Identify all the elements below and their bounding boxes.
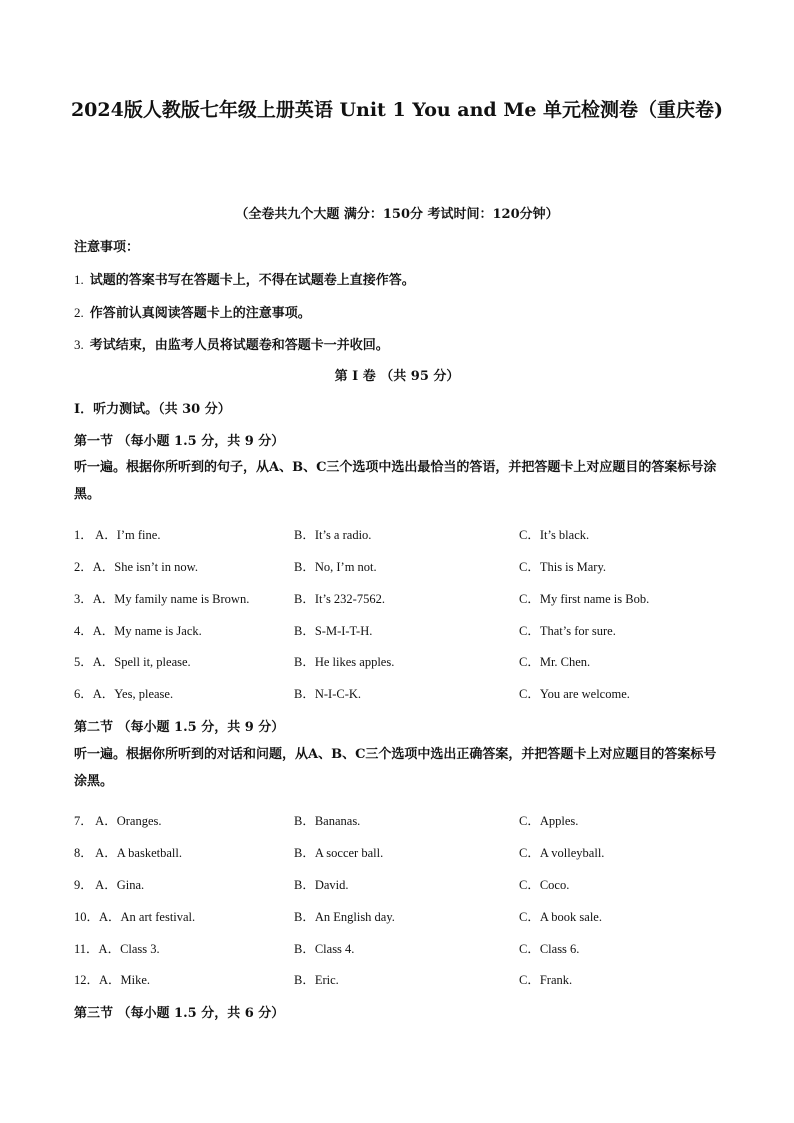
option-b: B．An English day.: [294, 910, 395, 924]
option-b: B．N-I-C-K.: [294, 687, 362, 701]
question-row: [74, 907, 724, 925]
subsection-heading-1: 第一节 （每小题 1.5 分，共 9 分）: [74, 434, 285, 449]
option-a: 2．A．She isn’t in now.: [74, 560, 198, 574]
option-c: C．A volleyball.: [519, 846, 605, 860]
option-c: C．This is Mary.: [519, 560, 607, 574]
question-row: [74, 557, 724, 575]
part-title: 第 I 卷 （共 95 分）: [334, 369, 460, 384]
question-row: [74, 970, 724, 988]
subsection-heading-3: 第三节 （每小题 1.5 分，共 6 分）: [74, 1006, 285, 1021]
notice-text: 作答前认真阅读答题卡上的注意事项。: [89, 306, 311, 321]
notice-number: 2.: [74, 305, 84, 320]
option-a: 4．A．My name is Jack.: [74, 624, 202, 638]
option-c: C．Frank.: [519, 973, 573, 987]
option-a: 6．A．Yes, please.: [74, 687, 174, 701]
option-c: C．Apples.: [519, 814, 579, 828]
question-row: [74, 939, 724, 957]
option-c: C．It’s black.: [519, 528, 590, 542]
option-c: C．My first name is Bob.: [519, 592, 650, 606]
option-b: B．David.: [294, 878, 349, 892]
option-b: B．Class 4.: [294, 942, 355, 956]
option-a: 8． A．A basketball.: [74, 846, 182, 860]
notice-heading: 注意事项：: [74, 240, 140, 255]
question-row: [74, 843, 724, 861]
notice-item: [74, 302, 311, 321]
notice-number: 1.: [74, 272, 84, 287]
question-row: [74, 621, 724, 639]
option-c: C．You are welcome.: [519, 687, 630, 701]
option-b: B．S-M-I-T-H.: [294, 624, 373, 638]
option-a: 9． A．Gina.: [74, 878, 145, 892]
notice-item: [74, 334, 389, 353]
option-c: C．A book sale.: [519, 910, 602, 924]
question-row: [74, 875, 724, 893]
option-b: B．Eric.: [294, 973, 339, 987]
question-row: [74, 525, 724, 543]
option-c: C．That’s for sure.: [519, 624, 616, 638]
option-a: 1． A．I’m fine.: [74, 528, 161, 542]
notice-number: 3.: [74, 337, 84, 352]
option-b: B．It’s a radio.: [294, 528, 372, 542]
option-b: B．A soccer ball.: [294, 846, 384, 860]
option-b: B．Bananas.: [294, 814, 361, 828]
option-c: C．Class 6.: [519, 942, 580, 956]
question-row: [74, 811, 724, 829]
section-heading-listening: Ⅰ．听力测试。（共 30 分）: [74, 402, 231, 417]
option-a: 5．A．Spell it, please.: [74, 655, 191, 669]
question-row: [74, 652, 724, 670]
option-b: B．No, I’m not.: [294, 560, 377, 574]
subsection-heading-2: 第二节 （每小题 1.5 分，共 9 分）: [74, 720, 285, 735]
subsection-instruction-2: 听一遍。根据你所听到的对话和问题，从A、B、C三个选项中选出正确答案，并把答题卡上对应题目的答案标号涂黑。: [74, 747, 717, 789]
option-b: B．He likes apples.: [294, 655, 395, 669]
document-title: 2024版人教版七年级上册英语 Unit 1 You and Me 单元检测卷（重庆卷): [70, 99, 724, 121]
option-a: 3．A．My family name is Brown.: [74, 592, 250, 606]
option-c: C．Coco.: [519, 878, 570, 892]
notice-text: 考试结束，由监考人员将试题卷和答题卡一并收回。: [89, 338, 389, 353]
subsection-instruction-1: 听一遍。根据你所听到的句子，从A、B、C三个选项中选出最恰当的答语，并把答题卡上对应题目的答案标号涂黑。: [74, 460, 717, 502]
question-row: [74, 589, 724, 607]
notice-text: 试题的答案书写在答题卡上，不得在试题卷上直接作答。: [89, 273, 415, 288]
exam-info: （全卷共九个大题 满分：150分 考试时间：120分钟）: [235, 207, 559, 222]
option-a: 7． A．Oranges.: [74, 814, 162, 828]
option-c: C．Mr. Chen.: [519, 655, 591, 669]
option-a: 11．A．Class 3.: [74, 942, 160, 956]
question-row: [74, 684, 724, 702]
option-a: 12．A．Mike.: [74, 973, 151, 987]
notice-item: [74, 269, 415, 288]
option-a: 10．A．An art festival.: [74, 910, 196, 924]
option-b: B．It’s 232-7562.: [294, 592, 385, 606]
